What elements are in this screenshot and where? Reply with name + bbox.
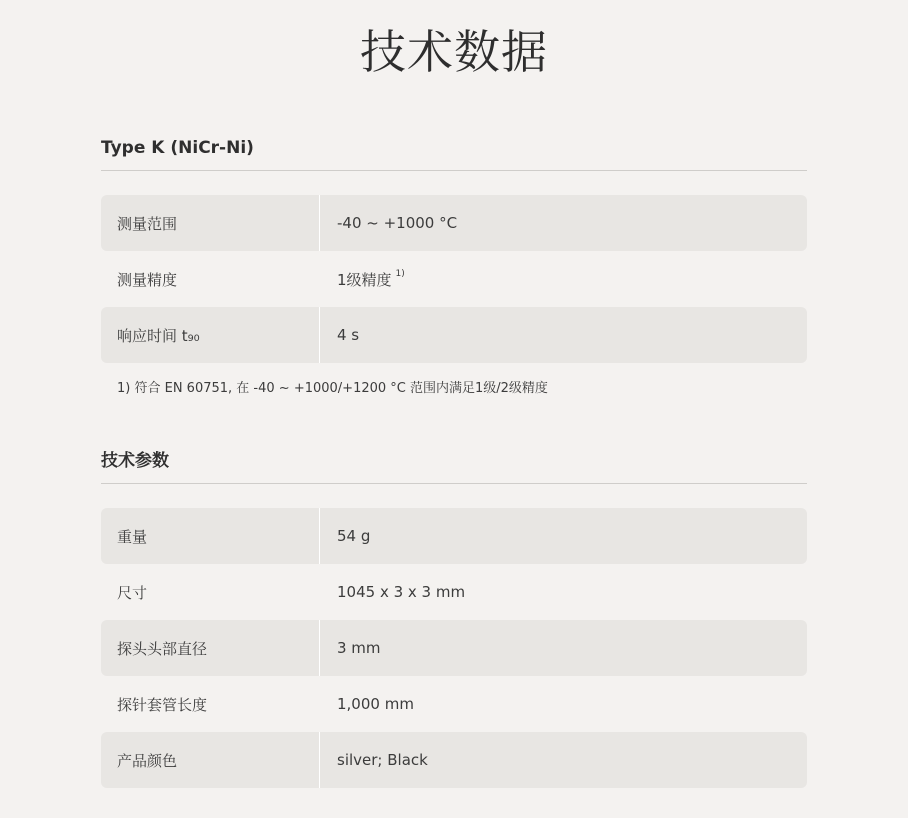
section-type-k — [101, 136, 807, 363]
row-value: 54 g — [337, 527, 371, 545]
footnote-marker: 1) — [395, 269, 405, 279]
row-value — [320, 307, 807, 363]
spec-table — [101, 508, 807, 788]
section-title: 技术参数 — [101, 449, 807, 484]
table-row — [101, 564, 807, 620]
row-value: 1,000 mm — [337, 695, 414, 713]
row-value-text: 1级精度 — [337, 270, 392, 289]
section-tech-params — [101, 449, 807, 788]
row-value-text: 4 s — [337, 326, 360, 344]
table-row — [101, 620, 807, 676]
row-label: 探头头部直径 — [101, 620, 320, 676]
footnote: 1) 符合 EN 60751, 在 -40 ~ +1000/+1200 °C 范围内满足1级/2级精度 — [117, 381, 548, 396]
table-row — [101, 732, 807, 788]
row-value: 1045 x 3 x 3 mm — [337, 583, 466, 601]
table-row — [101, 307, 807, 363]
row-label: 重量 — [101, 508, 320, 564]
row-label: 测量范围 — [101, 195, 320, 251]
row-value: silver; Black — [337, 751, 428, 769]
row-label: 响应时间 t₉₀ — [101, 307, 320, 363]
table-row — [101, 676, 807, 732]
page-title: 技术数据 — [360, 25, 548, 79]
table-row — [101, 508, 807, 564]
row-label: 测量精度 — [117, 270, 178, 289]
row-value: 3 mm — [337, 639, 381, 657]
row-value — [320, 195, 807, 251]
table-row — [101, 195, 807, 251]
row-value — [320, 251, 807, 307]
row-label: 探针套管长度 — [117, 695, 208, 714]
table-row — [101, 251, 807, 307]
section-title: Type K (NiCr-Ni) — [101, 136, 807, 171]
row-label: 尺寸 — [117, 583, 148, 602]
spec-table — [101, 195, 807, 363]
row-label: 产品颜色 — [101, 732, 320, 788]
row-value-text: -40 ~ +1000 °C — [337, 214, 458, 232]
